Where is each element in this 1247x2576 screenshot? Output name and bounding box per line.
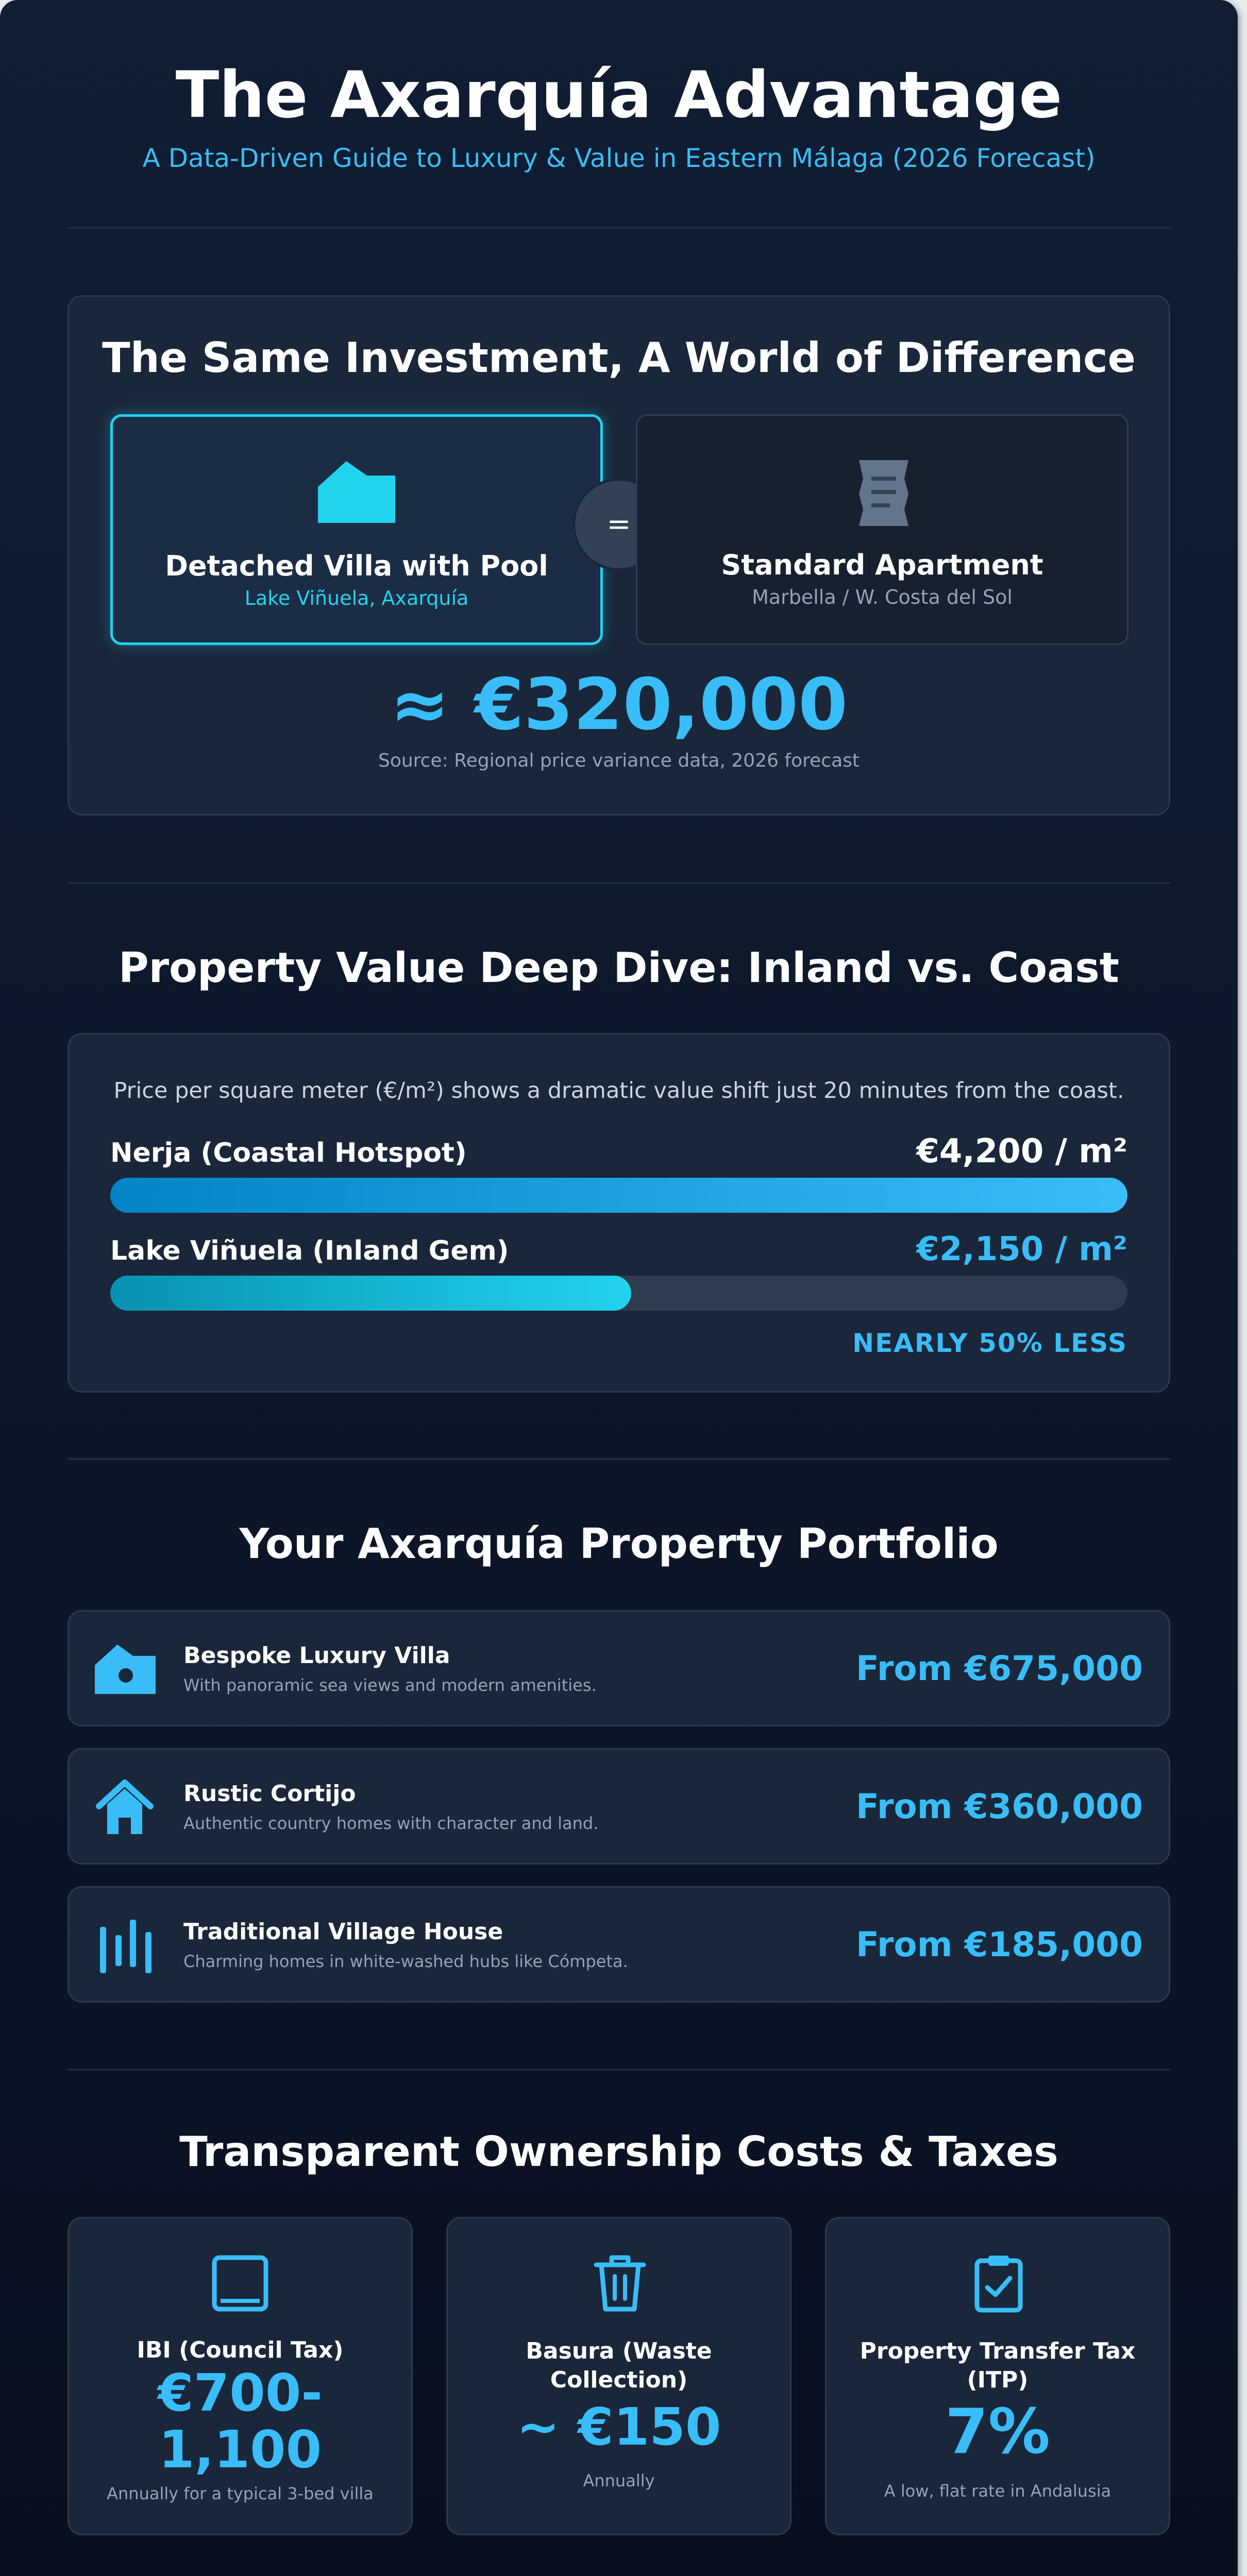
apartment-name: Standard Apartment [721,549,1043,581]
cost-value: ~ €150 [516,2397,721,2457]
house-icon [96,1778,154,1836]
portfolio-item-desc: Authentic country homes with character and land. [183,1814,599,1833]
cost-note: A low, flat rate in Andalusia [884,2481,1111,2501]
cost-card [68,2217,413,2535]
cost-note: Annually [583,2471,655,2490]
cost-value-line: 1,100 [158,2419,322,2480]
clipboard-icon [974,2253,1023,2313]
bar-fill-nerja [110,1178,1127,1213]
cost-title [448,2337,790,2395]
cost-title-line: Property Transfer Tax [860,2338,1136,2364]
apartment-option [636,414,1128,645]
portfolio-item-name: Rustic Cortijo [183,1781,356,1807]
costs-title: Transparent Ownership Costs & Taxes [179,2128,1058,2176]
portfolio-item[interactable] [68,1886,1170,2003]
comparison-price: ≈ €320,000 [390,663,848,746]
cost-title-line: Collection) [550,2367,688,2393]
apartment-icon [855,458,913,528]
portfolio-item-name: Bespoke Luxury Villa [183,1642,450,1669]
cost-card [446,2217,791,2535]
bar-label-nerja: Nerja (Coastal Hotspot) [110,1138,467,1168]
cost-card [825,2217,1170,2535]
value-dive-intro: Price per square meter (€/m²) shows a dramatic value shift just 20 minutes from the coast. [113,1078,1124,1104]
equals-badge: = [572,478,665,571]
cost-value-line: €700- [158,2363,323,2423]
page-subtitle: A Data-Driven Guide to Luxury & Value in Eastern Málaga (2026 Forecast) [142,143,1096,173]
divider [68,882,1170,884]
portfolio-item[interactable] [68,1610,1170,1726]
apartment-location: Marbella / W. Costa del Sol [752,586,1013,608]
portfolio-item-desc: With panoramic sea views and modern amenities. [183,1675,597,1695]
bar-fill-vinuela [110,1276,631,1311]
comparison-card [68,295,1170,816]
savings-note: NEARLY 50% LESS [852,1328,1127,1358]
villa-option [110,414,603,645]
portfolio-item-desc: Charming homes in white-washed hubs like Cómpeta. [183,1952,628,1971]
bar-label-vinuela: Lake Viñuela (Inland Gem) [110,1235,509,1266]
trash-icon [593,2253,647,2313]
comparison-source: Source: Regional price variance data, 2026 forecast [378,750,860,771]
cost-value [69,2365,411,2478]
tablet-icon [211,2255,269,2312]
divider [68,2069,1170,2071]
divider [68,1458,1170,1460]
portfolio-item-price: From €360,000 [855,1787,1143,1826]
bar-value-nerja: €4,200 / m² [916,1132,1127,1171]
value-dive-title: Property Value Deep Dive: Inland vs. Coast [118,944,1120,992]
portfolio-item-price: From €675,000 [855,1649,1143,1688]
cost-title-line: Basura (Waste [526,2338,712,2364]
cost-title-line: (ITP) [967,2367,1029,2393]
villa-name: Detached Villa with Pool [165,550,548,582]
villa-location: Lake Viñuela, Axarquía [244,587,469,609]
villa-icon [318,461,395,523]
cost-title: IBI (Council Tax) [137,2337,344,2363]
portfolio-item[interactable] [68,1748,1170,1865]
comparison-title: The Same Investment, A World of Difference [102,334,1136,382]
cost-note: Annually for a typical 3-bed villa [107,2484,374,2503]
portfolio-item-price: From €185,000 [855,1925,1143,1964]
portfolio-item-name: Traditional Village House [183,1919,503,1945]
cost-value: 7% [945,2396,1050,2468]
bar-track-vinuela [110,1276,1127,1311]
cost-title [827,2337,1169,2395]
portfolio-title: Your Axarquía Property Portfolio [239,1520,999,1568]
page-title: The Axarquía Advantage [175,58,1063,132]
price-comparison-card [68,1033,1170,1393]
divider [68,227,1170,229]
villa-icon [95,1645,156,1694]
bar-value-vinuela: €2,150 / m² [916,1230,1127,1268]
village-icon [98,1917,156,1974]
bar-track-nerja [110,1178,1127,1213]
